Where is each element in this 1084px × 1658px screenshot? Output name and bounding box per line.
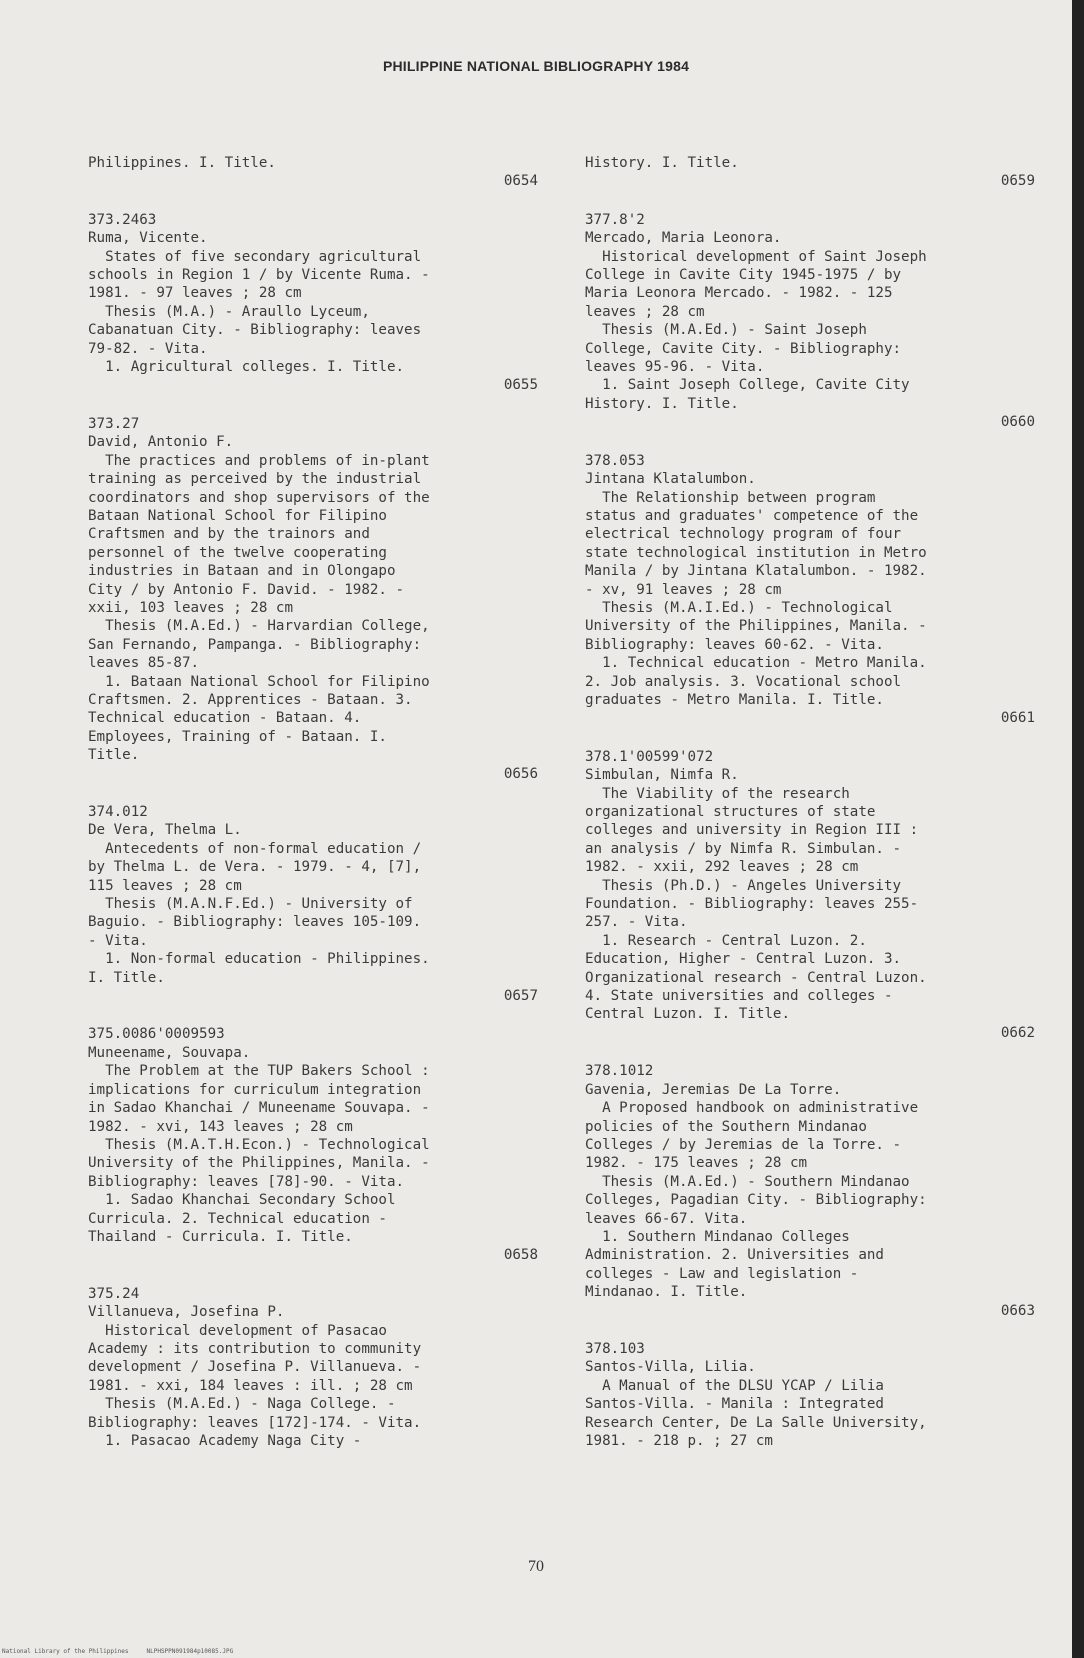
entry-line: The Relationship between program	[585, 489, 876, 506]
entry-line: Colleges / by Jeremias de la Torre. -	[585, 1136, 902, 1153]
entry-number: 0661	[1000, 710, 1035, 727]
entry-line: coordinators and shop supervisors of the	[88, 489, 430, 506]
entry-gap	[88, 395, 538, 415]
entry-line: Mindanao. I. Title.	[585, 1284, 748, 1301]
entry-line: David, Antonio F.	[88, 434, 234, 451]
entry-line: Santos-Villa. - Manila : Integrated	[585, 1396, 884, 1413]
entry-line: 377.8'2	[585, 211, 645, 228]
entry-line: 2. Job analysis. 3. Vocational school	[585, 673, 902, 690]
entry-line: San Fernando, Pampanga. - Bibliography:	[88, 636, 422, 653]
entry-line: Academy : its contribution to community	[88, 1340, 422, 1357]
entry-line: by Thelma L. de Vera. - 1979. - 4, [7],	[88, 859, 422, 876]
entry-line: Muneename, Souvapa.	[88, 1044, 251, 1061]
entry-gap	[88, 191, 538, 211]
entry-line: 1. Sadao Khanchai Secondary School	[88, 1192, 396, 1209]
entry-line: 257. - Vita.	[585, 914, 688, 931]
entry-line: - xv, 91 leaves ; 28 cm	[585, 581, 782, 598]
entry-number: 0659	[1000, 173, 1035, 190]
right-column	[585, 154, 1035, 1450]
entry-line: Thesis (M.A.Ed.) - Harvardian College,	[88, 618, 430, 635]
entry-line: Administration. 2. Universities and	[585, 1247, 884, 1264]
entry-line: Historical development of Saint Joseph	[585, 248, 927, 265]
entry-line: Jintana Klatalumbon.	[585, 471, 756, 488]
left-column	[88, 154, 538, 1450]
entry-line: 1982. - xvi, 143 leaves ; 28 cm	[88, 1118, 353, 1135]
entry-line: Education, Higher - Central Luzon. 3.	[585, 951, 902, 968]
scan-footer: National Library of the Philippines NLPHSPPN091984p10085.JPG	[2, 1648, 234, 1655]
entry-gap	[88, 1005, 538, 1025]
entry-line: University of the Philippines, Manila. -	[585, 618, 927, 635]
entry-line: policies of the Southern Mindanao	[585, 1118, 867, 1135]
entry-line: 378.053	[585, 452, 645, 469]
entry-line: schools in Region 1 / by Vicente Ruma. -	[88, 267, 430, 284]
entry-gap	[585, 191, 1035, 211]
entry-line: 1. Southern Mindanao Colleges	[585, 1228, 850, 1245]
scan-edge	[1072, 0, 1084, 1658]
entry-line: industries in Bataan and in Olongapo	[88, 563, 396, 580]
entry-line: 1982. - xxii, 292 leaves ; 28 cm	[585, 859, 859, 876]
bibliography-entry	[585, 748, 1035, 1043]
entry-line: Craftsmen and by the trainors and	[88, 526, 370, 543]
entry-number: 0657	[503, 988, 538, 1005]
entry-line: 378.103	[585, 1340, 645, 1357]
entry-line: Thailand - Curricula. I. Title.	[88, 1228, 353, 1245]
entry-line: History. I. Title.	[585, 155, 739, 171]
entry-gap	[585, 728, 1035, 748]
entry-line: 373.2463	[88, 211, 157, 228]
bibliography-entry	[88, 803, 538, 1005]
entry-line: Mercado, Maria Leonora.	[585, 230, 782, 247]
entry-line: Foundation. - Bibliography: leaves 255-	[585, 896, 919, 913]
entry-line: - Vita.	[88, 932, 148, 949]
entry-number: 0658	[503, 1247, 538, 1264]
entry-line: Thesis (M.A.T.H.Econ.) - Technological	[88, 1136, 430, 1153]
entry-line: 375.0086'0009593	[88, 1026, 225, 1043]
entry-line: Antecedents of non-formal education /	[88, 840, 422, 857]
entry-line: History. I. Title.	[585, 395, 739, 412]
entry-line: Technical education - Bataan. 4.	[88, 710, 362, 727]
entry-gap	[585, 1320, 1035, 1340]
entry-line: Philippines. I. Title.	[88, 155, 276, 171]
entry-line: 378.1'00599'072	[585, 748, 714, 765]
entry-line: De Vera, Thelma L.	[88, 822, 242, 839]
entry-line: Colleges, Pagadian City. - Bibliography:	[585, 1192, 927, 1209]
entry-line: Central Luzon. I. Title.	[585, 1006, 790, 1023]
entry-line: College in Cavite City 1945-1975 / by	[585, 267, 902, 284]
entry-line: leaves 85-87.	[88, 655, 200, 672]
entry-line: Cabanatuan City. - Bibliography: leaves	[88, 322, 422, 339]
entry-line: Villanueva, Josefina P.	[88, 1304, 285, 1321]
bibliography-entry	[88, 211, 538, 395]
entry-line: 1982. - 175 leaves ; 28 cm	[585, 1155, 808, 1172]
entry-line: I. Title.	[88, 969, 165, 986]
entry-line: Thesis (M.A.) - Araullo Lyceum,	[88, 303, 370, 320]
entry-line: Research Center, De La Salle University,	[585, 1414, 927, 1431]
entry-line: 1. Non-formal education - Philippines.	[88, 951, 430, 968]
entry-number: 0656	[503, 765, 538, 782]
bibliography-entry	[585, 1340, 1035, 1450]
entry-line: personnel of the twelve cooperating	[88, 544, 387, 561]
bibliography-entry	[88, 1025, 538, 1264]
entry-line: 374.012	[88, 804, 148, 820]
entry-line: 115 leaves ; 28 cm	[88, 877, 242, 894]
entry-line: Title.	[88, 747, 140, 764]
entry-line: implications for curriculum integration	[88, 1081, 422, 1098]
entry-line: organizational structures of state	[585, 804, 876, 820]
bibliography-entry	[585, 211, 1035, 432]
entry-line: A Manual of the DLSU YCAP / Lilia	[585, 1377, 884, 1394]
entry-line: Gavenia, Jeremias De La Torre.	[585, 1081, 842, 1098]
entry-line: Historical development of Pasacao	[88, 1322, 387, 1339]
entry-line: City / by Antonio F. David. - 1982. -	[88, 581, 405, 598]
entry-line: leaves 95-96. - Vita.	[585, 359, 765, 376]
bibliography-entry	[88, 1285, 538, 1451]
entry-line: Ruma, Vicente.	[88, 230, 208, 247]
entry-line: Thesis (Ph.D.) - Angeles University	[585, 877, 902, 894]
entry-line: leaves 66-67. Vita.	[585, 1210, 748, 1227]
entry-line: Craftsmen. 2. Apprentices - Bataan. 3.	[88, 691, 413, 708]
entry-line: Manila / by Jintana Klatalumbon. - 1982.	[585, 563, 927, 580]
entry-line: College, Cavite City. - Bibliography:	[585, 340, 902, 357]
entry-line: Curricula. 2. Technical education -	[88, 1210, 387, 1227]
entry-line: graduates - Metro Manila. I. Title.	[585, 691, 884, 708]
entry-line: 1. Saint Joseph College, Cavite City	[585, 377, 910, 394]
entry-gap	[88, 1265, 538, 1285]
entry-line: Employees, Training of - Bataan. I.	[88, 728, 387, 745]
entry-line: 1981. - 218 p. ; 27 cm	[585, 1433, 773, 1449]
entry-gap	[585, 432, 1035, 452]
entry-line: status and graduates' competence of the	[585, 507, 919, 524]
entry-line: Thesis (M.A.I.Ed.) - Technological	[585, 599, 893, 616]
entry-line: Thesis (M.A.N.F.Ed.) - University of	[88, 896, 413, 913]
entry-line: 1981. - 97 leaves ; 28 cm	[88, 285, 302, 302]
entry-line: 1. Agricultural colleges. I. Title.	[88, 359, 405, 376]
entry-line: colleges - Law and legislation -	[585, 1265, 859, 1282]
page-header: PHILIPPINE NATIONAL BIBLIOGRAPHY 1984	[382, 58, 690, 74]
entry-line: Bibliography: leaves 60-62. - Vita.	[585, 636, 884, 653]
entry-number: 0662	[1000, 1024, 1035, 1041]
bibliography-entry	[585, 1062, 1035, 1320]
entry-line: 1. Bataan National School for Filipino	[88, 673, 430, 690]
entry-line: Thesis (M.A.Ed.) - Naga College. -	[88, 1396, 396, 1413]
entry-line: Baguio. - Bibliography: leaves 105-109.	[88, 914, 422, 931]
entry-number: 0654	[503, 173, 538, 190]
entry-line: leaves ; 28 cm	[585, 303, 705, 320]
entry-line: training as perceived by the industrial	[88, 471, 422, 488]
entry-line: Bataan National School for Filipino	[88, 507, 387, 524]
bibliography-entry	[88, 415, 538, 783]
entry-line: 4. State universities and colleges -	[585, 988, 893, 1005]
entry-number: 0660	[1000, 414, 1035, 431]
entry-number: 0663	[1000, 1302, 1035, 1319]
entry-line: 373.27	[88, 415, 140, 432]
page-number: 70	[528, 1558, 544, 1575]
entry-line: Thesis (M.A.Ed.) - Southern Mindanao	[585, 1173, 910, 1190]
entry-line: Organizational research - Central Luzon.	[585, 969, 927, 986]
bibliography-entry	[585, 452, 1035, 728]
entry-line: 1. Technical education - Metro Manila.	[585, 655, 927, 672]
entry-line: xxii, 103 leaves ; 28 cm	[88, 599, 293, 616]
entry-line: electrical technology program of four	[585, 526, 902, 543]
entry-gap	[585, 1042, 1035, 1062]
entry-line: 375.24	[88, 1285, 140, 1302]
entry-line: Maria Leonora Mercado. - 1982. - 125	[585, 285, 893, 302]
entry-gap	[88, 783, 538, 803]
entry-line: Bibliography: leaves [172]-174. - Vita.	[88, 1414, 422, 1431]
entry-line: development / Josefina P. Villanueva. -	[88, 1359, 422, 1376]
entry-line: colleges and university in Region III :	[585, 822, 919, 839]
entry-number: 0655	[503, 377, 538, 394]
entry-line: Bibliography: leaves [78]-90. - Vita.	[88, 1173, 405, 1190]
bibliography-entry	[88, 154, 538, 191]
entry-line: Simbulan, Nimfa R.	[585, 767, 739, 784]
entry-line: 1981. - xxi, 184 leaves : ill. ; 28 cm	[88, 1377, 413, 1394]
entry-line: States of five secondary agricultural	[88, 248, 422, 265]
entry-line: 378.1012	[585, 1063, 654, 1080]
entry-line: 79-82. - Vita.	[88, 340, 208, 357]
entry-line: Santos-Villa, Lilia.	[585, 1359, 756, 1376]
entry-line: A Proposed handbook on administrative	[585, 1100, 919, 1117]
entry-line: 1. Research - Central Luzon. 2.	[585, 932, 867, 949]
entry-line: The Problem at the TUP Bakers School :	[88, 1063, 430, 1080]
entry-line: an analysis / by Nimfa R. Simbulan. -	[585, 840, 902, 857]
bibliography-entry	[585, 154, 1035, 191]
entry-line: Thesis (M.A.Ed.) - Saint Joseph	[585, 322, 867, 339]
entry-line: University of the Philippines, Manila. -	[88, 1155, 430, 1172]
entry-line: state technological institution in Metro	[585, 544, 927, 561]
entry-line: 1. Pasacao Academy Naga City -	[88, 1433, 362, 1449]
entry-line: The Viability of the research	[585, 785, 850, 802]
entry-line: The practices and problems of in-plant	[88, 452, 430, 469]
entry-line: in Sadao Khanchai / Muneename Souvapa. -	[88, 1100, 430, 1117]
